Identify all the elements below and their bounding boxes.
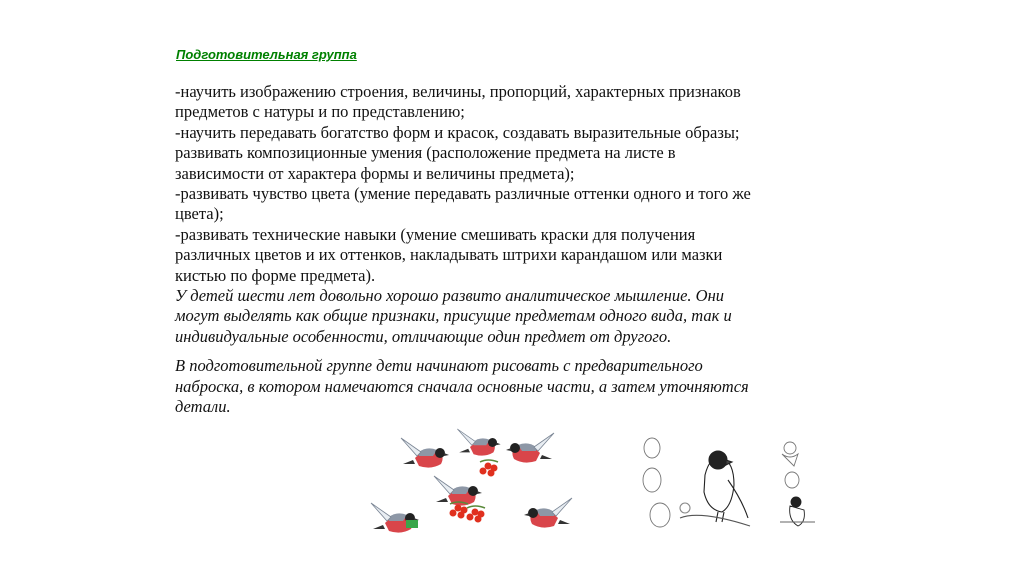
text-line: -развивать технические навыки (умение смешивать краски для получения [175,224,696,244]
bullfinch-icon [434,476,482,506]
italic-line: В подготовительной группе дети начинают рисовать с предварительного [175,356,703,376]
italic-line: У детей шести лет довольно хорошо развито аналитическое мышление. Они [175,286,725,306]
berries-icon [480,460,499,477]
body-text [175,82,865,418]
italic-line: детали. [175,397,231,417]
section-heading: Подготовительная группа [176,47,357,62]
text-line: -развивать чувство цвета (умение передавать различные оттенки одного и того же [175,184,751,204]
bullfinch-sketch-illustration [630,430,820,535]
bullfinches-illustration [360,428,580,540]
bullfinch-icon [457,429,500,456]
bullfinch-icon [371,503,419,533]
bullfinch-icon [401,438,449,468]
sketch-step-icon [782,442,799,488]
italic-line: наброска, в котором намечаются сначала основные части, а затем уточняются [175,376,749,396]
sketch-step-icon [643,438,670,527]
text-line: -научить изображению строения, величины, пропорций, характерных признаков [175,82,741,101]
text-line: развивать композиционные умения (расположение предмета на листе в [175,143,676,163]
text-line: -научить передавать богатство форм и красок, создавать выразительные образы; [175,122,740,142]
text-line: кистью по форме предмета). [175,265,376,285]
bullfinch-small-icon [780,497,815,526]
bullfinch-sketch-icon [680,451,750,526]
text-line: предметов с натуры и по представлению; [175,102,465,122]
envelope-icon [406,520,418,528]
text-line: различных цветов и их оттенков, накладывать штрихи карандашом или мазки [175,245,723,265]
bullfinch-icon [506,433,554,463]
text-line: цвета); [175,204,224,224]
italic-line: могут выделять как общие признаки, присущие предметам одного вида, так и [175,306,732,326]
berries-icon [467,506,486,523]
bullfinch-icon [524,498,572,528]
text-line: зависимости от характера формы и величины предмета); [175,163,575,183]
italic-line: индивидуальные особенности, отличающие один предмет от другого. [175,326,672,346]
